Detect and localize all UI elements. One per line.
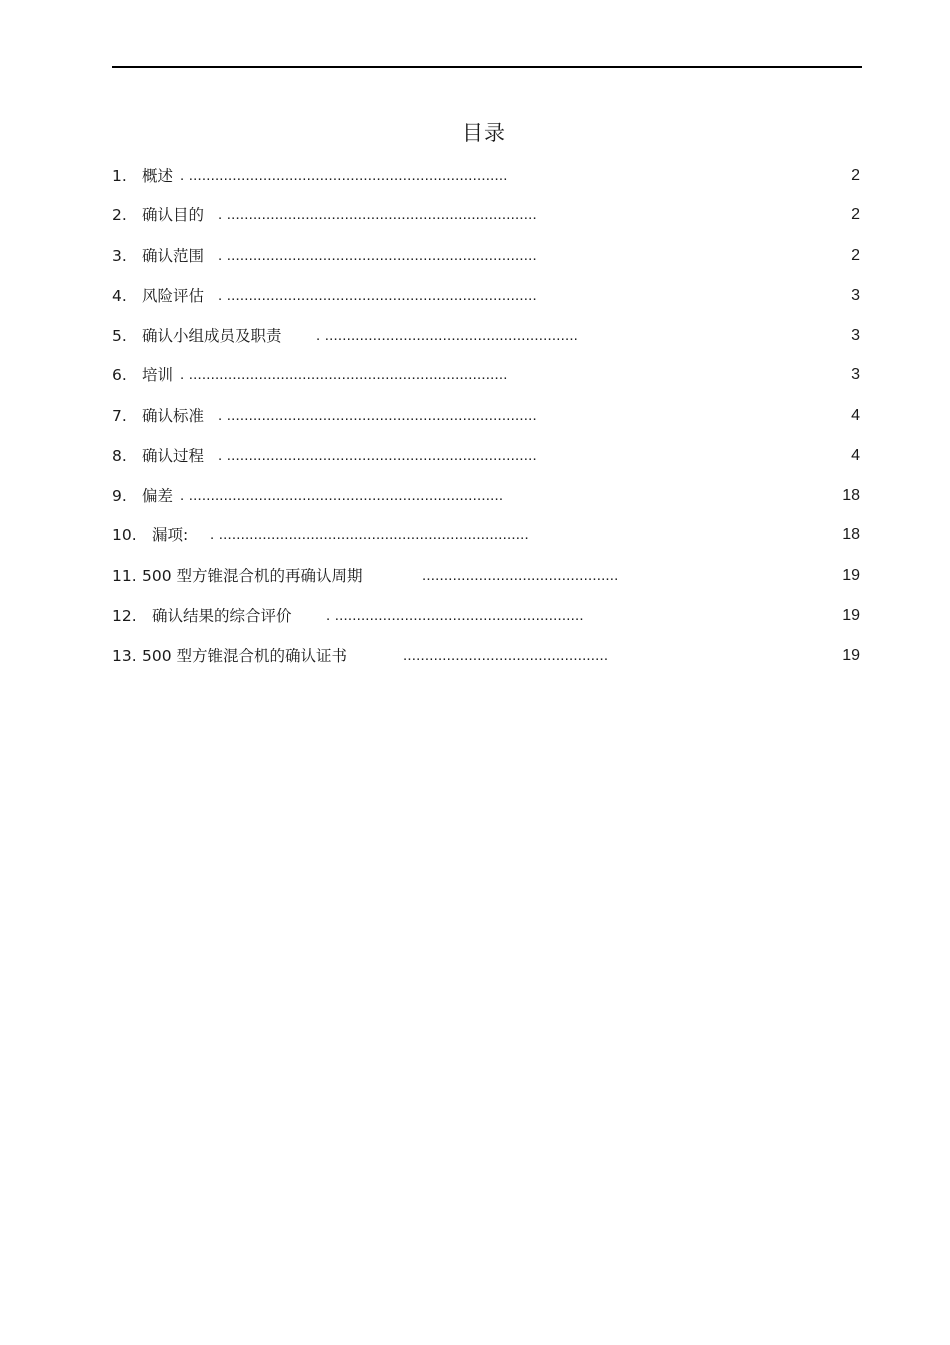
toc-entry[interactable] <box>112 363 862 387</box>
toc-entry-page: 2 <box>851 167 860 184</box>
toc-entry-page: 3 <box>851 327 860 344</box>
toc-entry-label: 500 型方锥混合机的确认证书 <box>142 647 348 665</box>
toc-entry-page: 4 <box>851 407 860 424</box>
toc-entry[interactable] <box>112 564 862 588</box>
toc-entry-leader: . .......................................................... <box>316 327 579 344</box>
toc-entry-leader: . ......................................................... <box>326 607 584 624</box>
toc-entry-leader: . ....................................................................... <box>218 206 537 223</box>
toc-entry-page: 18 <box>842 487 860 504</box>
toc-entry[interactable] <box>112 244 862 268</box>
toc-entry-page: 3 <box>851 366 860 383</box>
toc-entry-leader: . ....................................................................... <box>218 247 537 264</box>
toc-entry-page: 19 <box>842 607 860 624</box>
toc-entry[interactable] <box>112 604 862 628</box>
toc-entry-page: 19 <box>842 567 860 584</box>
toc-entry-number: 2. <box>112 206 127 224</box>
toc-entry-leader: . ........................................................................ <box>180 487 504 504</box>
toc-entry-label: 确认过程 <box>142 447 205 465</box>
toc-entry-number: 12. <box>112 607 137 625</box>
toc-entry-label: 确认结果的综合评价 <box>152 607 292 625</box>
toc-entry[interactable] <box>112 523 862 547</box>
toc-entry-label: 培训 <box>142 366 174 384</box>
toc-entry-page: 2 <box>851 247 860 264</box>
toc-entry[interactable] <box>112 444 862 468</box>
toc-entry-label: 500 型方锥混合机的再确认周期 <box>142 567 363 585</box>
toc-entry-number: 8. <box>112 447 127 465</box>
toc-entry[interactable] <box>112 324 862 348</box>
toc-entry-label: 确认标准 <box>142 407 205 425</box>
toc-entry-label: 确认小组成员及职责 <box>142 327 282 345</box>
toc-entry-leader: . ....................................................................... <box>218 447 537 464</box>
toc-entry[interactable] <box>112 203 862 227</box>
toc-entry-label: 偏差 <box>142 487 174 505</box>
toc-entry-leader: . ....................................................................... <box>218 407 537 424</box>
toc-entry-label: 确认目的 <box>142 206 205 224</box>
toc-entry-number: 13. <box>112 647 137 665</box>
toc-entry[interactable] <box>112 484 862 508</box>
toc-entry-leader: . ......................................................................... <box>180 366 508 383</box>
header-rule <box>112 66 862 68</box>
toc-entry-number: 10. <box>112 526 137 544</box>
toc-entry-number: 4. <box>112 287 127 305</box>
toc-entry-label: 确认范围 <box>142 247 205 265</box>
toc-title: 目录 <box>462 121 506 145</box>
toc-entry-page: 18 <box>842 526 860 543</box>
toc-entry-number: 11. <box>112 567 137 585</box>
toc-entry-page: 2 <box>851 206 860 223</box>
toc-entry-leader: ............................................... <box>403 647 609 664</box>
toc-entry-page: 19 <box>842 647 860 664</box>
toc-entry-page: 3 <box>851 287 860 304</box>
toc-entry-label: 漏项: <box>152 526 189 544</box>
toc-entry-number: 6. <box>112 366 127 384</box>
toc-entry-number: 7. <box>112 407 127 425</box>
toc-entry[interactable] <box>112 284 862 308</box>
toc-entry-label: 概述 <box>142 167 174 185</box>
toc-entry-page: 4 <box>851 447 860 464</box>
toc-entry-number: 5. <box>112 327 127 345</box>
toc-entry-leader: ............................................. <box>422 567 619 584</box>
toc-entry[interactable] <box>112 164 862 188</box>
toc-entry-number: 3. <box>112 247 127 265</box>
toc-entry[interactable] <box>112 644 862 668</box>
toc-entry-leader: . ......................................................................... <box>180 167 508 184</box>
toc-entry-label: 风险评估 <box>142 287 205 305</box>
toc-entry-number: 1. <box>112 167 127 185</box>
toc-entry-number: 9. <box>112 487 127 505</box>
toc-entry[interactable] <box>112 404 862 428</box>
toc-entry-leader: . ....................................................................... <box>210 526 529 543</box>
toc-entry-leader: . ....................................................................... <box>218 287 537 304</box>
